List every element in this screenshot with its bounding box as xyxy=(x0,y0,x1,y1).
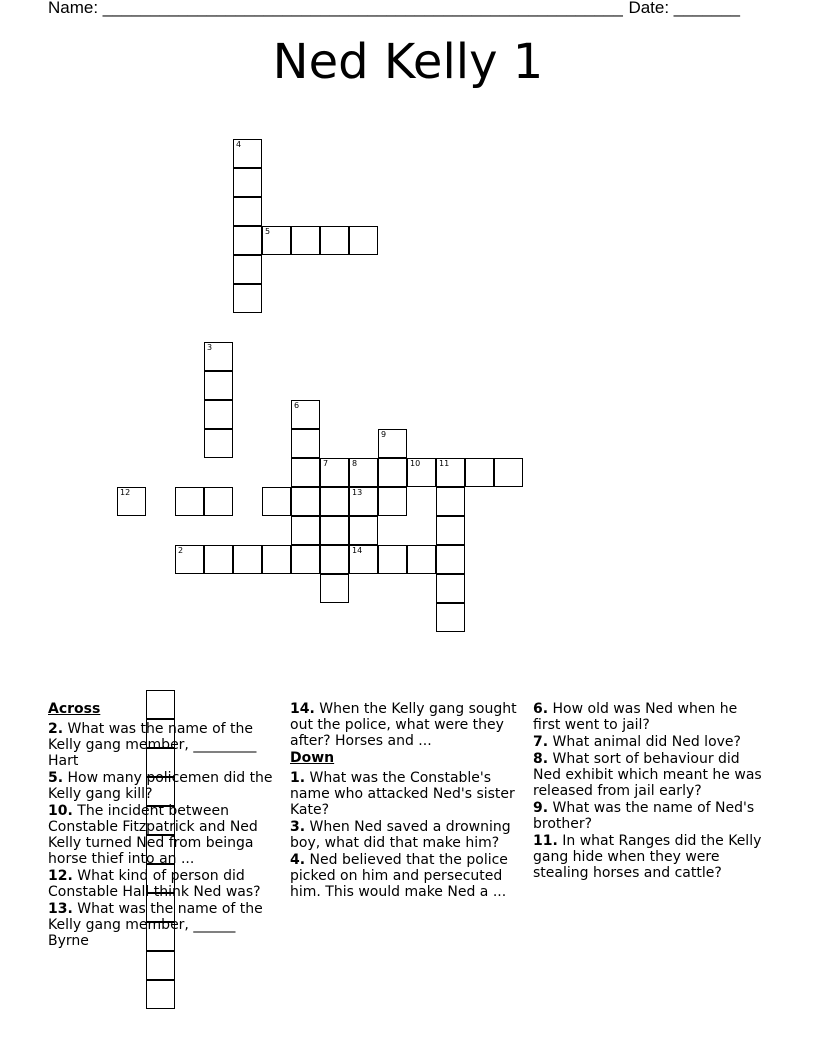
clues-column-3 xyxy=(533,701,765,882)
crossword-cell[interactable] xyxy=(233,197,262,226)
crossword-cell[interactable] xyxy=(233,545,262,574)
clue-text: What was the name of the Kelly gang member, ______ Byrne xyxy=(48,901,263,949)
clues-column-2 xyxy=(290,701,522,901)
clue-number-label: 2 xyxy=(178,546,184,555)
clue-text: What was the Constable's name who attacked Ned's sister Kate? xyxy=(290,770,515,818)
date-field[interactable]: Date: _______ xyxy=(628,0,740,17)
crossword-cell[interactable] xyxy=(494,458,523,487)
clue-number: 1. xyxy=(290,770,306,786)
crossword-cell[interactable] xyxy=(436,603,465,632)
clue-across-2 xyxy=(48,721,280,769)
clue-number: 6. xyxy=(533,701,549,717)
crossword-cell[interactable] xyxy=(436,545,465,574)
clue-number-label: 12 xyxy=(120,488,131,497)
clue-down-8 xyxy=(533,751,765,799)
clue-down-11 xyxy=(533,833,765,881)
crossword-cell[interactable] xyxy=(146,951,175,980)
clue-number-label: 14 xyxy=(352,546,363,555)
crossword-cell[interactable] xyxy=(233,139,262,168)
clue-down-7 xyxy=(533,734,765,750)
clue-number: 5. xyxy=(48,770,64,786)
crossword-cell[interactable] xyxy=(233,284,262,313)
clue-across-10 xyxy=(48,803,280,867)
clue-number-label: 10 xyxy=(410,459,421,468)
crossword-cell[interactable] xyxy=(349,487,378,516)
clue-text: What was the name of Ned's brother? xyxy=(533,800,755,832)
clue-down-9 xyxy=(533,800,765,832)
clue-down-6 xyxy=(533,701,765,733)
crossword-cell[interactable] xyxy=(291,226,320,255)
clue-number: 14. xyxy=(290,701,315,717)
clue-text: When the Kelly gang sought out the police, what were they after? Horses and ... xyxy=(290,701,517,749)
clue-number-label: 9 xyxy=(381,430,387,439)
clue-text: What kind of person did Constable Hall think Ned was? xyxy=(48,868,261,900)
clue-number: 11. xyxy=(533,833,558,849)
crossword-cell[interactable] xyxy=(233,226,262,255)
name-field[interactable]: Name: _______________________________________________________ xyxy=(48,0,623,17)
clue-text: How old was Ned when he first went to jail? xyxy=(533,701,738,733)
crossword-cell[interactable] xyxy=(320,487,349,516)
crossword-cell[interactable] xyxy=(436,516,465,545)
crossword-cell[interactable] xyxy=(349,545,378,574)
crossword-cell[interactable] xyxy=(262,487,291,516)
crossword-cell[interactable] xyxy=(204,400,233,429)
crossword-cell[interactable] xyxy=(436,574,465,603)
clue-number-label: 13 xyxy=(352,488,363,497)
crossword-cell[interactable] xyxy=(117,487,146,516)
clue-number-label: 5 xyxy=(265,227,271,236)
crossword-cell[interactable] xyxy=(204,371,233,400)
clue-number: 8. xyxy=(533,751,549,767)
crossword-cell[interactable] xyxy=(291,429,320,458)
crossword-cell[interactable] xyxy=(378,487,407,516)
crossword-cell[interactable] xyxy=(204,342,233,371)
clue-text: What was the name of the Kelly gang member, _________ Hart xyxy=(48,721,257,769)
crossword-cell[interactable] xyxy=(262,545,291,574)
crossword-cell[interactable] xyxy=(378,429,407,458)
clue-text: What sort of behaviour did Ned exhibit which meant he was released from jail early? xyxy=(533,751,762,799)
clue-number: 4. xyxy=(290,852,306,868)
crossword-cell[interactable] xyxy=(291,516,320,545)
crossword-cell[interactable] xyxy=(436,487,465,516)
clue-number: 9. xyxy=(533,800,549,816)
crossword-cell[interactable] xyxy=(291,400,320,429)
crossword-cell[interactable] xyxy=(320,516,349,545)
clue-across-13 xyxy=(48,901,280,949)
crossword-cell[interactable] xyxy=(407,545,436,574)
clue-across-12 xyxy=(48,868,280,900)
crossword-cell[interactable] xyxy=(349,516,378,545)
clue-number-label: 3 xyxy=(207,343,213,352)
clue-text: The incident between Constable Fitzpatrick and Ned Kelly turned Ned from beinga horse thief into an ... xyxy=(48,803,258,867)
crossword-cell[interactable] xyxy=(407,458,436,487)
crossword-cell[interactable] xyxy=(320,226,349,255)
clue-number: 10. xyxy=(48,803,73,819)
clue-number-label: 8 xyxy=(352,459,358,468)
clue-number: 7. xyxy=(533,734,549,750)
across-heading: Across xyxy=(48,701,101,717)
crossword-cell[interactable] xyxy=(291,487,320,516)
clue-across-5 xyxy=(48,770,280,802)
crossword-cell[interactable] xyxy=(320,574,349,603)
clue-number: 13. xyxy=(48,901,73,917)
crossword-cell[interactable] xyxy=(204,545,233,574)
clue-across-14 xyxy=(290,701,522,749)
crossword-cell[interactable] xyxy=(349,458,378,487)
crossword-cell[interactable] xyxy=(378,458,407,487)
crossword-cell[interactable] xyxy=(291,545,320,574)
clues-column-1 xyxy=(48,701,280,950)
crossword-cell[interactable] xyxy=(436,458,465,487)
clue-number: 12. xyxy=(48,868,73,884)
clue-down-3 xyxy=(290,819,522,851)
clue-text: Ned believed that the police picked on him and persecuted him. This would make Ned a ... xyxy=(290,852,508,900)
crossword-cell[interactable] xyxy=(175,487,204,516)
crossword-cell[interactable] xyxy=(204,429,233,458)
crossword-cell[interactable] xyxy=(233,168,262,197)
down-heading: Down xyxy=(290,750,335,766)
crossword-cell[interactable] xyxy=(291,458,320,487)
clue-text: How many policemen did the Kelly gang kill? xyxy=(48,770,273,802)
crossword-cell[interactable] xyxy=(175,545,204,574)
puzzle-title: Ned Kelly 1 xyxy=(272,34,544,90)
clue-text: What animal did Ned love? xyxy=(552,734,741,750)
crossword-cell[interactable] xyxy=(233,255,262,284)
clue-number: 2. xyxy=(48,721,64,737)
clue-text: In what Ranges did the Kelly gang hide when they were stealing horses and cattle? xyxy=(533,833,762,881)
clue-number-label: 7 xyxy=(323,459,329,468)
clue-down-1 xyxy=(290,770,522,818)
crossword-cell[interactable] xyxy=(349,226,378,255)
clue-number-label: 11 xyxy=(439,459,450,468)
clue-number: 3. xyxy=(290,819,306,835)
crossword-cell[interactable] xyxy=(204,487,233,516)
crossword-cell[interactable] xyxy=(378,545,407,574)
crossword-cell[interactable] xyxy=(262,226,291,255)
clue-down-4 xyxy=(290,852,522,900)
crossword-cell[interactable] xyxy=(146,980,175,1009)
crossword-cell[interactable] xyxy=(320,545,349,574)
clue-text: When Ned saved a drowning boy, what did that make him? xyxy=(290,819,511,851)
crossword-cell[interactable] xyxy=(465,458,494,487)
clue-number-label: 4 xyxy=(236,140,242,149)
crossword-cell[interactable] xyxy=(320,458,349,487)
clue-number-label: 6 xyxy=(294,401,300,410)
